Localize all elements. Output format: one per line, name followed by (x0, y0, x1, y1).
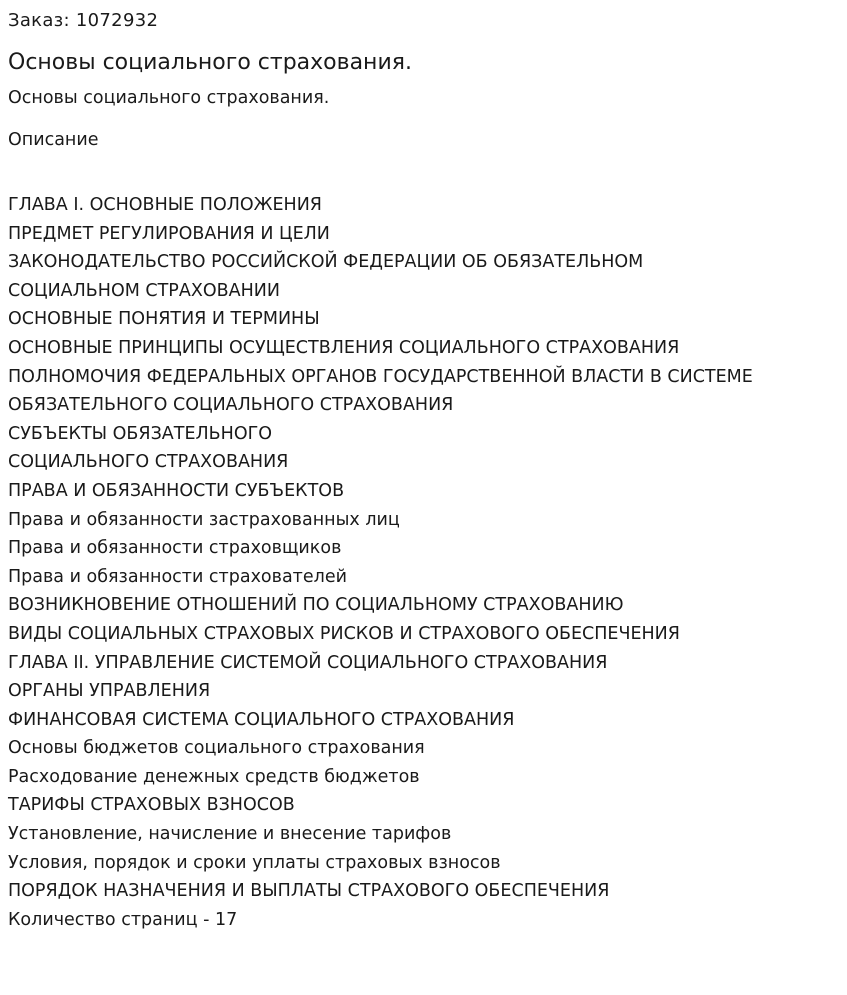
toc-item: Расходование денежных средств бюджетов (8, 766, 420, 787)
table-of-contents (8, 191, 839, 906)
toc-item: ОБЯЗАТЕЛЬНОГО СОЦИАЛЬНОГО СТРАХОВАНИЯ (8, 395, 454, 416)
order-number: Заказ: 1072932 (8, 10, 159, 31)
toc-item: СУБЪЕКТЫ ОБЯЗАТЕЛЬНОГО (8, 423, 273, 444)
toc-item: ПРЕДМЕТ РЕГУЛИРОВАНИЯ И ЦЕЛИ (8, 223, 330, 244)
page-subtitle: Основы социального страхования. (8, 88, 330, 108)
toc-item: СОЦИАЛЬНОМ СТРАХОВАНИИ (8, 280, 280, 301)
page-title: Основы социального страхования. (8, 50, 412, 75)
toc-item: ОРГАНЫ УПРАВЛЕНИЯ (8, 681, 211, 702)
toc-item: ПРАВА И ОБЯЗАННОСТИ СУБЪЕКТОВ (8, 480, 345, 501)
toc-item: Основы бюджетов социального страхования (8, 738, 425, 759)
toc-item: СОЦИАЛЬНОГО СТРАХОВАНИЯ (8, 452, 289, 473)
toc-item: ОСНОВНЫЕ ПОНЯТИЯ И ТЕРМИНЫ (8, 309, 320, 330)
toc-item: Установление, начисление и внесение тарифов (8, 824, 452, 845)
toc-item: ВОЗНИКНОВЕНИЕ ОТНОШЕНИЙ ПО СОЦИАЛЬНОМУ СТРАХОВАНИЮ (8, 595, 624, 616)
toc-item: ФИНАНСОВАЯ СИСТЕМА СОЦИАЛЬНОГО СТРАХОВАНИЯ (8, 709, 515, 730)
toc-item: Права и обязанности страховщиков (8, 538, 342, 559)
toc-item: Права и обязанности страхователей (8, 566, 347, 587)
page-count: Количество страниц - 17 (8, 909, 238, 930)
toc-item: ГЛАВА I. ОСНОВНЫЕ ПОЛОЖЕНИЯ (8, 195, 322, 215)
toc-item: ПОРЯДОК НАЗНАЧЕНИЯ И ВЫПЛАТЫ СТРАХОВОГО ОБЕСПЕЧЕНИЯ (8, 881, 610, 902)
toc-item: Права и обязанности застрахованных лиц (8, 509, 400, 530)
toc-item: ГЛАВА II. УПРАВЛЕНИЕ СИСТЕМОЙ СОЦИАЛЬНОГО СТРАХОВАНИЯ (8, 652, 608, 673)
toc-item: Условия, порядок и сроки уплаты страховых взносов (8, 852, 501, 873)
toc-item: ПОЛНОМОЧИЯ ФЕДЕРАЛЬНЫХ ОРГАНОВ ГОСУДАРСТВЕННОЙ ВЛАСТИ В СИСТЕМЕ (8, 366, 753, 387)
description-heading: Описание (8, 130, 99, 150)
toc-item: ЗАКОНОДАТЕЛЬСТВО РОССИЙСКОЙ ФЕДЕРАЦИИ ОБ ОБЯЗАТЕЛЬНОМ (8, 252, 644, 273)
toc-item: ТАРИФЫ СТРАХОВЫХ ВЗНОСОВ (8, 795, 295, 816)
toc-item: ВИДЫ СОЦИАЛЬНЫХ СТРАХОВЫХ РИСКОВ И СТРАХОВОГО ОБЕСПЕЧЕНИЯ (8, 623, 680, 644)
toc-item: ОСНОВНЫЕ ПРИНЦИПЫ ОСУЩЕСТВЛЕНИЯ СОЦИАЛЬНОГО СТРАХОВАНИЯ (8, 337, 680, 358)
